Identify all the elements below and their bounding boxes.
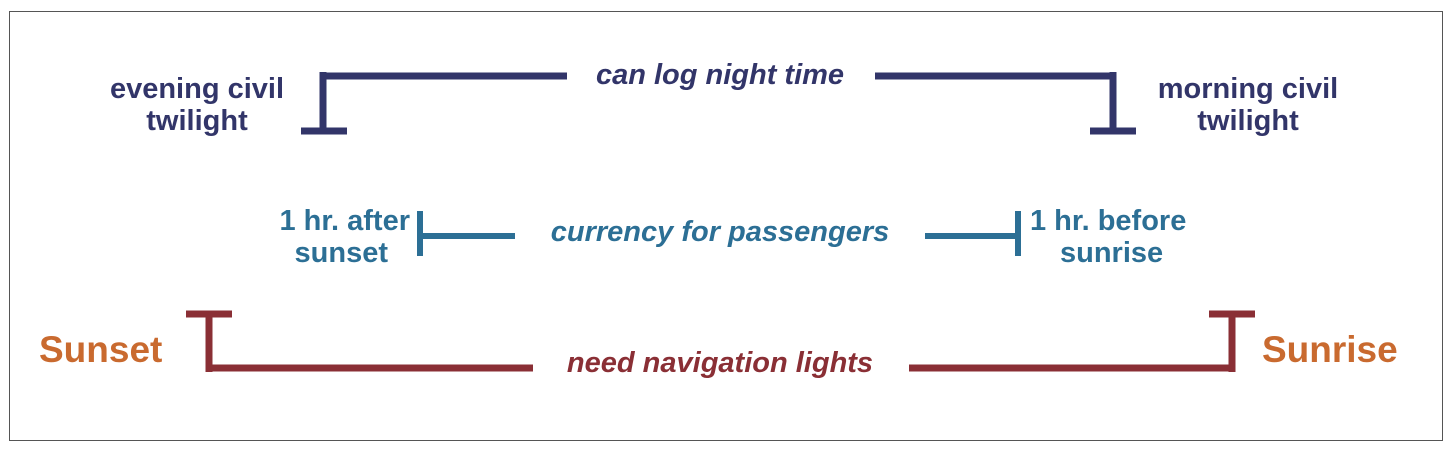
evening-label-line2: twilight [146,105,248,138]
sunset-label: Sunset [39,329,163,370]
morning-label-line1: morning civil [1157,73,1339,105]
after-sunset-line1: 1 hr. after [279,205,410,237]
need-navigation-lights-label: need navigation lights [566,347,874,379]
sunrise-label: Sunrise [1262,329,1398,370]
morning-label-line2: twilight [1197,105,1299,138]
after-sunset-line2: sunset [294,237,388,270]
morning-civil-twilight-label [1158,73,1338,138]
evening-label-line1: evening civil [109,73,285,105]
one-hr-before-sunrise-label [1030,205,1186,270]
currency-for-passengers-label: currency for passengers [550,216,890,248]
before-sunrise-line2: sunrise [1060,237,1164,270]
can-log-night-time-label: can log night time [595,59,845,91]
evening-civil-twilight-label [110,73,284,138]
one-hr-after-sunset-label [279,205,410,270]
before-sunrise-line1: 1 hr. before [1030,205,1187,237]
